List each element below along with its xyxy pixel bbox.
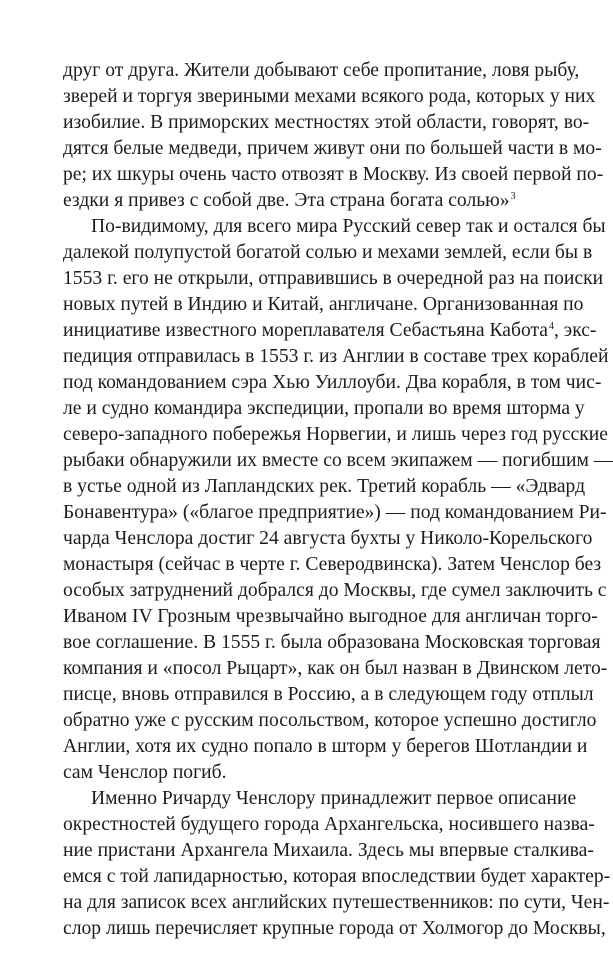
text-line: на для записок всех английских путешественников: по сути, Чен- xyxy=(63,892,610,913)
text-line: под командованием сэра Хью Уиллоуби. Два корабля, в том чис- xyxy=(63,372,602,393)
text-line: окрестностей будущего города Архангельска, носившего назва- xyxy=(63,814,595,835)
text-line: далекой полупустой богатой солью и мехами землей, если бы в xyxy=(63,242,593,263)
text-line: Англии, хотя их судно попало в шторм у берегов Шотландии и xyxy=(63,736,588,757)
text-line xyxy=(63,318,597,344)
text-line: друг от друга. Жители добывают себе пропитание, ловя рыбу, xyxy=(63,60,580,81)
text-line: в устье одной из Лапландских рек. Третий корабль — «Эдвард xyxy=(63,476,586,497)
footnote-ref-4[interactable]: 4 xyxy=(548,321,554,332)
text-line: ние пристани Архангела Михаила. Здесь мы впервые сталкива- xyxy=(63,840,594,861)
text-line: емся с той лапидарностью, которая впоследствии будет характер- xyxy=(63,866,611,887)
text-line: северо-западного побережья Норвегии, и лишь через год русские xyxy=(63,424,608,445)
text-line: обратно уже с русским посольством, которое успешно достигло xyxy=(63,710,597,731)
text-line: педиция отправилась в 1553 г. из Англии в составе трех кораблей xyxy=(63,346,609,367)
text-line: зверей и торгуя звериными мехами всякого рода, которых у них xyxy=(63,86,596,107)
text-line: вое соглашение. В 1555 г. была образована Московская торговая xyxy=(63,632,601,653)
text-line: сам Ченслор погиб. xyxy=(63,762,227,783)
text-run: , экс- xyxy=(553,320,597,341)
text-line: ле и судно командира экспедиции, пропали во время шторма у xyxy=(63,398,585,419)
text-line: дятся белые медведи, причем живут они по большей части в мо- xyxy=(63,138,602,159)
text-line: рыбаки обнаружили их вместе со всем экипажем — погибшим — xyxy=(63,450,613,471)
text-line: 1553 г. его не открыли, отправившись в очередной раз на поиски xyxy=(63,268,604,289)
text-line: Именно Ричарду Ченслору принадлежит первое описание xyxy=(91,788,577,809)
text-line: компания и «посол Рыцарт», как он был назван в Двинском лето- xyxy=(63,658,608,679)
text-line: чарда Ченслора достиг 24 августа бухты у Николо-Корельского xyxy=(63,528,593,549)
text-line: ре; их шкуры очень часто отвозят в Москву. Из своей первой по- xyxy=(63,164,604,185)
text-line: особых затруднений добрался до Москвы, где сумел заключить с xyxy=(63,580,607,601)
text-line: изобилие. В приморских местностях этой области, говорят, во- xyxy=(63,112,590,133)
text-line: Иваном IV Грозным чрезвычайно выгодное для англичан торго- xyxy=(63,606,598,627)
text-run: ездки я привез с собой две. Эта страна богата солью» xyxy=(63,190,510,211)
text-line: Бонавентура» («благое предприятие») — под командованием Ри- xyxy=(63,502,607,523)
text-line: новых путей в Индию и Китай, англичане. Организованная по xyxy=(63,294,584,315)
text-line: писце, вновь отправился в Россию, а в следующем году отплыл xyxy=(63,684,594,705)
text-run: инициативе известного мореплавателя Себастьяна Кабота xyxy=(63,320,548,341)
text-line: слор лишь перечисляет крупные города от Холмогор до Москвы, xyxy=(63,918,606,939)
text-line xyxy=(63,188,541,214)
text-line: По-видимому, для всего мира Русский север так и остался бы xyxy=(91,216,606,237)
footnote-ref-3[interactable]: 3 xyxy=(510,191,516,202)
text-line: монастыря (сейчас в черте г. Северодвинска). Затем Ченслор без xyxy=(63,554,602,575)
